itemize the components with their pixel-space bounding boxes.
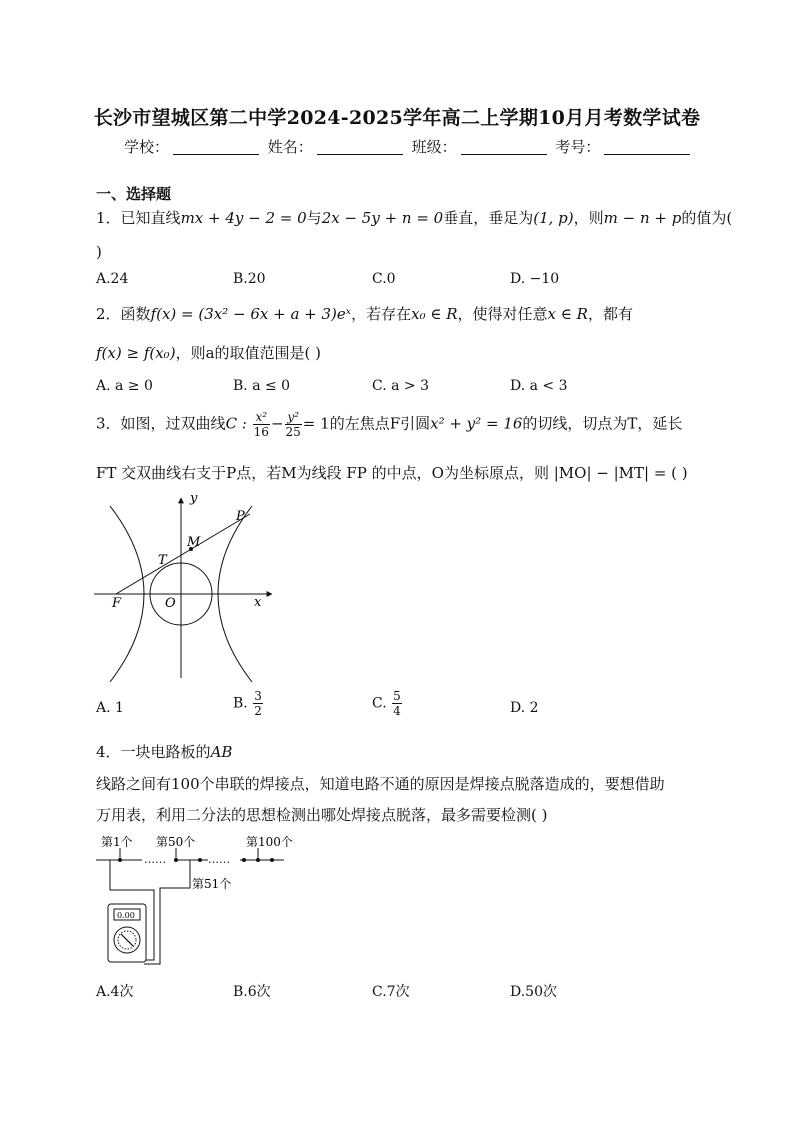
- q3-option-c: [372, 689, 403, 718]
- q3-option-b-letter: B.: [233, 695, 248, 712]
- question-2-text-line2: [96, 342, 321, 363]
- q3-curve-name: C :: [225, 414, 247, 433]
- q3-text-a: 如图，过双曲线: [120, 414, 226, 433]
- q2-text-a: 函数: [120, 305, 151, 323]
- q2-text-d: ，都有: [587, 305, 633, 323]
- q3-c-den: 4: [393, 704, 401, 718]
- q2-inequality: f(x) ≥ f(x₀): [96, 344, 176, 362]
- exam-no-blank: [604, 154, 690, 155]
- q2-x0: x₀ ∈ R: [411, 305, 458, 323]
- q1-close-paren: ): [96, 243, 102, 261]
- label-t: T: [158, 553, 167, 568]
- question-2-text: [96, 303, 633, 324]
- q3-number: 3．: [96, 414, 121, 433]
- q1-text-e: 的值为(: [681, 209, 733, 227]
- q1-text-d: ，则: [573, 209, 604, 227]
- question-4-text-line3: 万用表，利用二分法的思想检测出哪处焊接点脱落，最多需要检测( ): [96, 806, 548, 824]
- q2-x: x ∈ R: [547, 305, 588, 323]
- name-blank: [317, 154, 403, 155]
- q4-option-c: C.7次: [372, 984, 410, 1000]
- q1-eq2: 2x − 5y + n = 0: [321, 209, 444, 227]
- class-blank: [461, 154, 547, 155]
- q1-text-b: 与: [306, 209, 322, 227]
- q1-eq1: mx + 4y − 2 = 0: [180, 209, 307, 227]
- q2-option-a: A. a ≥ 0: [96, 378, 153, 394]
- dots-left: ……: [144, 853, 166, 866]
- label-point-50: 第50个: [156, 835, 196, 849]
- multimeter-readout: 0.00: [117, 911, 135, 920]
- q3-frac-y: [285, 410, 302, 439]
- q3-circle-eq: x² + y² = 16: [430, 414, 523, 433]
- q3-d16: 16: [253, 425, 269, 439]
- solder-point-98: [242, 858, 246, 862]
- label-point-100: 第100个: [246, 835, 293, 849]
- circuit-figure: [96, 830, 316, 970]
- school-label: 学校：: [124, 138, 170, 156]
- q1-option-c: C.0: [372, 271, 396, 287]
- school-blank: [173, 154, 259, 155]
- question-3-text: 3．如图，过双曲线C : $\frac{\text{x²}}{16}$ − $\frac{\text{y²}}{25}$ = 1的左焦点F引圆x² + y² = 16的切线，切点为T，延长: [96, 410, 683, 439]
- q1-option-a: A.24: [96, 271, 129, 287]
- label-point-51: 第51个: [192, 877, 232, 891]
- q4-option-d: D.50次: [510, 984, 557, 1000]
- q3-b-den: 2: [254, 704, 262, 718]
- question-3-text-line2: FT 交双曲线右支于P点，若M为线段 FP 的中点，O为坐标原点，则 |MO| − |MT| = ( ): [96, 464, 688, 482]
- q3-text-b: 的左焦点F引圆: [329, 414, 431, 433]
- q3-text-c: 的切线，切点为T，延长: [522, 414, 683, 433]
- exam-no-label: 考号：: [555, 138, 601, 156]
- q1-number: 1．: [96, 209, 121, 227]
- class-label: 班级：: [411, 138, 457, 156]
- q4-text-a: 一块电路板的: [120, 743, 211, 761]
- label-m: M: [187, 535, 201, 550]
- q1-text-c: 垂直，垂足为: [443, 209, 534, 227]
- q4-option-a: A.4次: [96, 984, 134, 1000]
- q2-text-e: ，则a的取值范围是( ): [175, 344, 321, 362]
- page-title: 长沙市望城区第二中学2024-2025学年高二上学期10月月考数学试卷: [93, 107, 701, 129]
- label-f: F: [112, 596, 122, 611]
- q2-function: f(x) = (3x² − 6x + a + 3)eˣ: [150, 305, 352, 323]
- q3-option-d: D. 2: [510, 700, 539, 716]
- q4-option-b: B.6次: [233, 984, 271, 1000]
- q4-ab: AB: [210, 743, 233, 761]
- question-4-text: [96, 741, 232, 762]
- q3-c-num: 5: [393, 689, 401, 703]
- dots-right: ……: [208, 853, 230, 866]
- hyperbola-figure: [92, 492, 282, 682]
- q3-y2: y²: [285, 410, 302, 425]
- q3-frac-x: [253, 410, 270, 439]
- q2-text-c: ，使得对任意: [457, 305, 548, 323]
- solder-point-51: [198, 858, 202, 862]
- solder-point-100: [270, 858, 274, 862]
- label-p: P: [236, 509, 245, 524]
- label-point-1: 第1个: [101, 835, 133, 849]
- probe-wire-right: [144, 860, 190, 964]
- q1-option-d: D. −10: [510, 271, 560, 287]
- tangent-line-fp: [116, 514, 250, 594]
- q3-eq-one: = 1: [302, 414, 330, 433]
- q3-x2: x²: [253, 410, 270, 425]
- q3-option-a: A. 1: [96, 700, 124, 716]
- q3-option-b: [233, 689, 264, 718]
- q2-option-d: D. a < 3: [510, 378, 568, 394]
- q3-option-b-frac: [253, 689, 263, 718]
- q1-option-b: B.20: [233, 271, 266, 287]
- q2-text-b: ，若存在: [351, 305, 412, 323]
- q2-number: 2．: [96, 305, 121, 323]
- student-info-line: [124, 136, 694, 157]
- label-y: y: [190, 492, 198, 506]
- q3-option-c-letter: C.: [372, 695, 387, 712]
- name-label: 姓名：: [267, 138, 313, 156]
- q2-option-c: C. a > 3: [372, 378, 429, 394]
- question-1-text: [96, 207, 732, 228]
- label-o: O: [165, 596, 176, 611]
- q4-number: 4．: [96, 743, 121, 761]
- question-4-text-line2: 线路之间有100个串联的焊接点，知道电路不通的原因是焊接点脱落造成的，要想借助: [96, 775, 665, 793]
- q1-point: (1, p): [533, 209, 574, 227]
- q3-option-c-frac: [392, 689, 402, 718]
- label-x: x: [254, 595, 262, 610]
- q2-option-b: B. a ≤ 0: [233, 378, 291, 394]
- q3-b-num: 3: [254, 689, 262, 703]
- q1-text-a: 已知直线: [120, 209, 181, 227]
- section-title: 一、选择题: [96, 185, 172, 203]
- q3-d25: 25: [285, 425, 301, 439]
- q1-expr: m − n + p: [603, 209, 682, 227]
